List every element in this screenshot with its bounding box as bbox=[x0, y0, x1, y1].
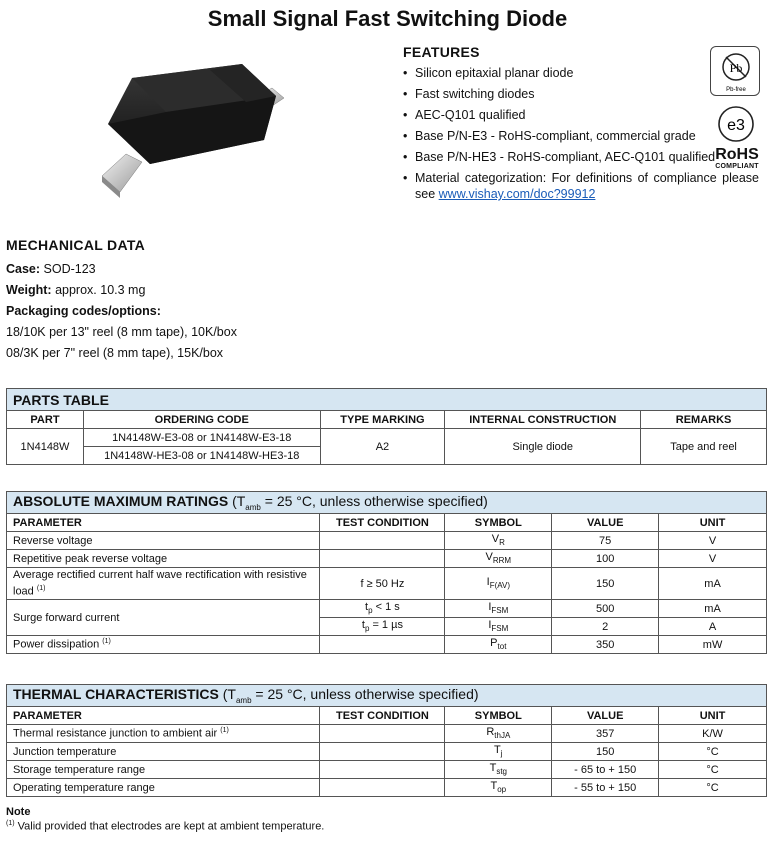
table-row: Operating temperature range $T_{op}$ - 55 to + 150 °C bbox=[7, 779, 767, 797]
abs-table-title: ABSOLUTE MAXIMUM RATINGS ($T_{amb} = 25$ °C, unless otherwise specified) bbox=[7, 492, 767, 514]
rohs-badge bbox=[709, 146, 765, 170]
compliance-link[interactable]: www.vishay.com/doc?99912 bbox=[438, 187, 596, 201]
table-row: Repetitive peak reverse voltage $V_{RRM}$ 100 V bbox=[7, 550, 767, 568]
pb-free-badge bbox=[710, 46, 760, 96]
table-row: $t_p = 1$ µs $I_{FSM}$ 2 A bbox=[7, 618, 767, 636]
table-row bbox=[7, 429, 767, 447]
feature-item: • Fast switching diodes bbox=[403, 86, 759, 102]
construction-cell: Single diode bbox=[445, 429, 641, 465]
pb-free-label: Pb-free bbox=[726, 87, 746, 93]
ordering-code-cell: 1N4148W-HE3-08 or 1N4148W-HE3-18 bbox=[83, 447, 320, 465]
parts-table-title: PARTS TABLE bbox=[7, 389, 767, 411]
table-header-row: PARAMETER TEST CONDITION SYMBOL VALUE UNIT bbox=[7, 707, 767, 725]
type-marking-cell: A2 bbox=[320, 429, 445, 465]
features-heading: FEATURES bbox=[403, 44, 480, 60]
remarks-cell: Tape and reel bbox=[641, 429, 767, 465]
mechanical-data-section bbox=[6, 237, 386, 364]
packaging-label: Packaging codes/options: bbox=[6, 304, 161, 318]
thermal-table-title: THERMAL CHARACTERISTICS ($T_{amb} = 25$ °C, unless otherwise specified) bbox=[7, 685, 767, 707]
note-heading: Note bbox=[6, 806, 31, 818]
pb-free-icon bbox=[711, 47, 761, 97]
table-row: Thermal resistance junction to ambient air $^{(1)}$ $R_{thJA}$ 357 K/W bbox=[7, 725, 767, 743]
absolute-max-ratings-table bbox=[6, 491, 767, 654]
weight-line: Weight: approx. 10.3 mg bbox=[6, 283, 146, 297]
svg-text:e3: e3 bbox=[727, 117, 745, 134]
ordering-code-cell: 1N4148W-E3-08 or 1N4148W-E3-18 bbox=[83, 429, 320, 447]
e3-icon bbox=[716, 104, 756, 144]
case-line: Case: SOD-123 bbox=[6, 262, 96, 276]
footnote-section bbox=[6, 806, 324, 833]
part-cell: 1N4148W bbox=[7, 429, 84, 465]
features-section bbox=[403, 44, 759, 207]
thermal-characteristics-table bbox=[6, 684, 767, 797]
table-header-row: PART ORDERING CODE TYPE MARKING INTERNAL CONSTRUCTION REMARKS bbox=[7, 411, 767, 429]
table-row: Power dissipation $^{(1)}$ $P_{tot}$ 350 mW bbox=[7, 636, 767, 654]
rohs-text: RoHS bbox=[715, 146, 759, 163]
footnote-text: $^{(1)}$ Valid provided that electrodes are kept at ambient temperature. bbox=[6, 820, 325, 833]
packaging-option: 18/10K per 13" reel (8 mm tape), 10K/box bbox=[6, 325, 237, 339]
parts-table bbox=[6, 388, 767, 465]
feature-item: • Base P/N-E3 - RoHS-compliant, commercial grade bbox=[403, 128, 759, 144]
packaging-option: 08/3K per 7" reel (8 mm tape), 15K/box bbox=[6, 346, 224, 360]
table-header-row: PARAMETER TEST CONDITION SYMBOL VALUE UNIT bbox=[7, 514, 767, 532]
product-photo bbox=[80, 58, 300, 208]
table-row: Surge forward current $t_p < 1$ s $I_{FSM}$ 500 mA bbox=[7, 600, 767, 618]
feature-item: • Silicon epitaxial planar diode bbox=[403, 65, 759, 81]
feature-item: • AEC-Q101 qualified bbox=[403, 107, 759, 123]
feature-item: • Base P/N-HE3 - RoHS-compliant, AEC-Q101 qualified bbox=[403, 149, 759, 165]
rohs-compliant-text: COMPLIANT bbox=[715, 163, 759, 170]
feature-item-material: • Material categorization: For definitions of compliance please see www.vishay.com/doc?99912 bbox=[403, 170, 759, 202]
table-row: Average rectified current half wave rectification with resistive load $^{(1)}$ f ≥ 50 Hz $I_{F(AV)}$ 150 mA bbox=[7, 568, 767, 600]
mechanical-heading: MECHANICAL DATA bbox=[6, 237, 146, 253]
table-row: Junction temperature $T_j$ 150 °C bbox=[7, 743, 767, 761]
pb-text: Pb bbox=[729, 61, 743, 75]
page-title: Small Signal Fast Switching Diode bbox=[207, 6, 568, 31]
table-row: Storage temperature range $T_{stg}$ - 65 to + 150 °C bbox=[7, 761, 767, 779]
table-row: Reverse voltage $V_R$ 75 V bbox=[7, 532, 767, 550]
